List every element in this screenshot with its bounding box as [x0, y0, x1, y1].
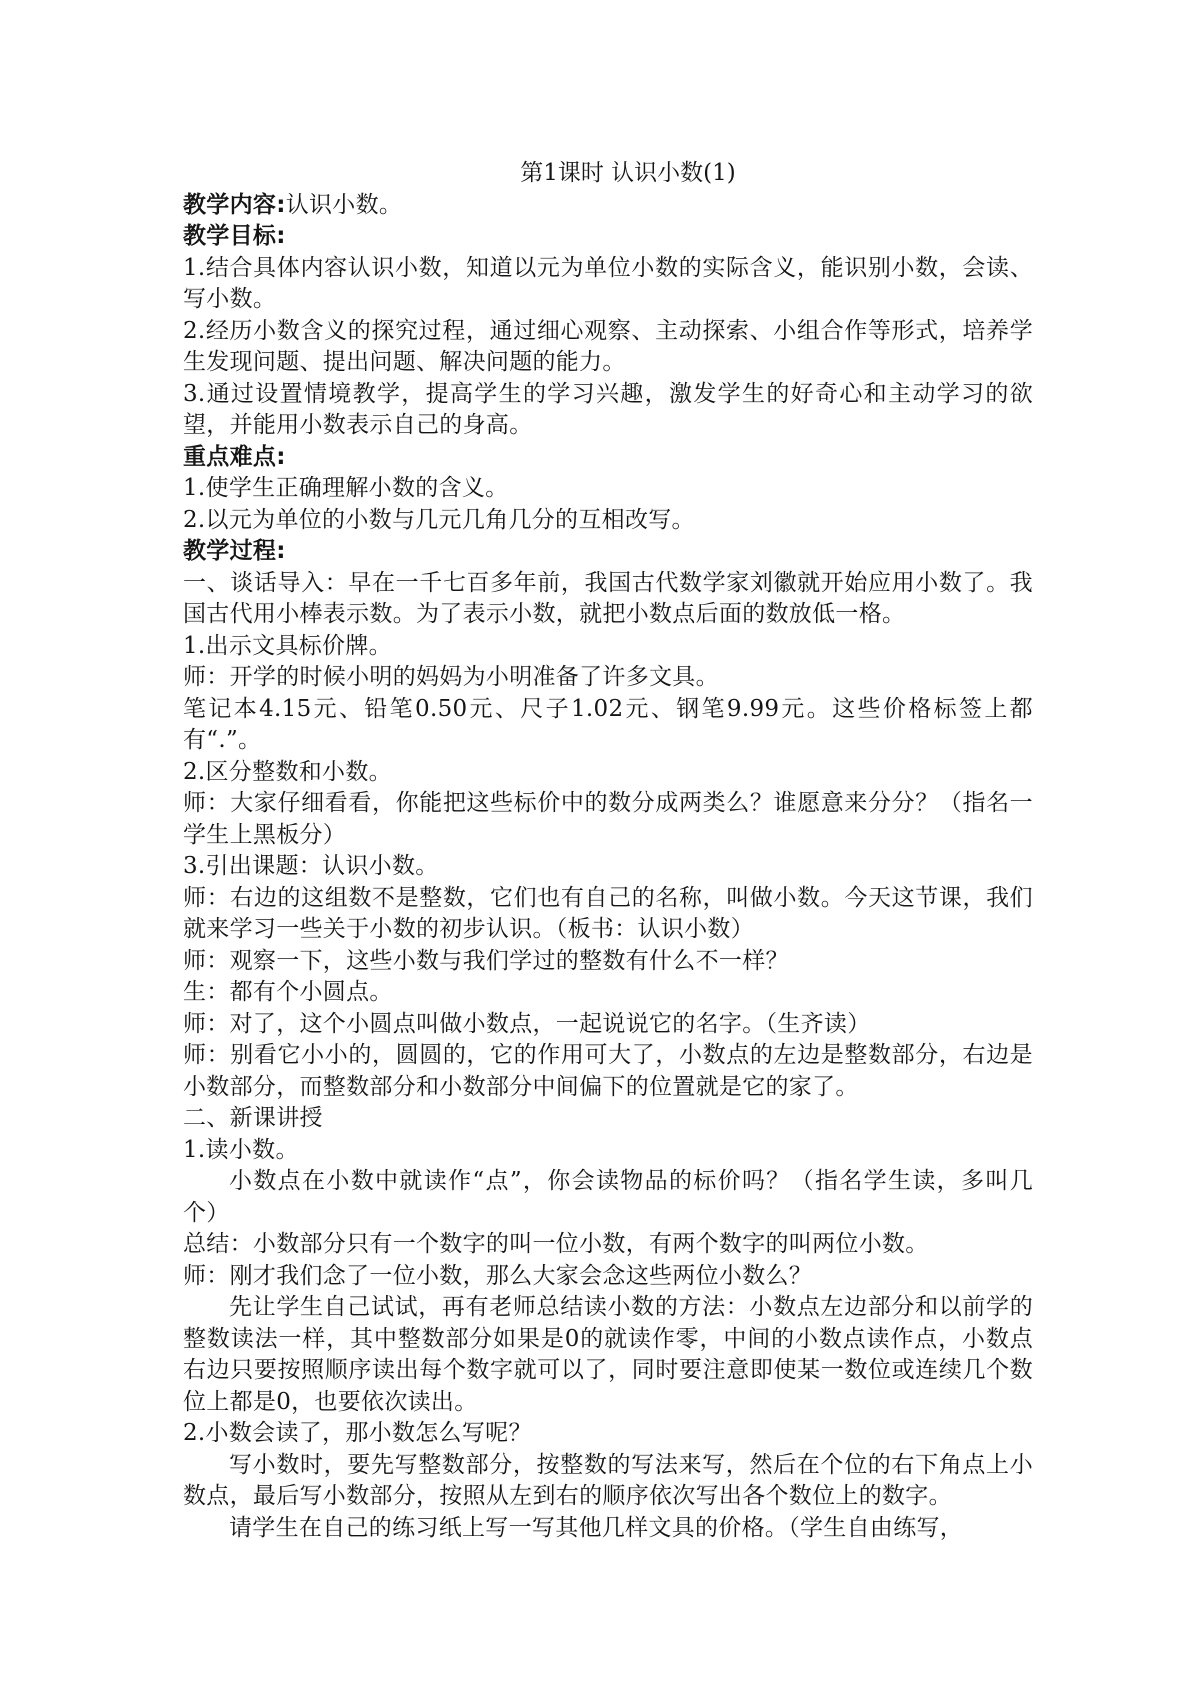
- writing-title: 2.小数会读了，那小数怎么写呢？: [183, 1420, 532, 1446]
- goals-heading: 教学目标:: [183, 223, 286, 249]
- key-points-heading: 重点难点:: [183, 443, 286, 470]
- goal-item: 3.通过设置情境教学，提高学生的学习兴趣，激发学生的好奇心和主动学习的欲望，并能用小数表示自己的身高。: [183, 380, 1033, 438]
- process-paragraph: 一、谈话导入：早在一千七百多年前，我国古代数学家刘徽就开始应用小数了。我国古代用小棒表示数。为了表示小数，就把小数点后面的数放低一格。: [183, 569, 1033, 627]
- key-point-item: 1.使学生正确理解小数的含义。: [183, 475, 509, 501]
- teaching-content: [183, 190, 1033, 222]
- goal-item: 1.结合具体内容认识小数，知道以元为单位小数的实际含义，能识别小数，会读、写小数。: [183, 254, 1033, 312]
- key-point-item: 2.以元为单位的小数与几元几角几分的互相改写。: [183, 506, 695, 533]
- reading-paragraph: 小数点在小数中就读作“点”，你会读物品的标价吗？（指名学生读，多叫几个）: [183, 1168, 1033, 1226]
- content-label: 教学内容:: [183, 191, 286, 218]
- writing-paragraph: 请学生在自己的练习纸上写一写其他几样文具的价格。（学生自由练写，: [229, 1514, 964, 1541]
- process-paragraph: 师：观察一下，这些小数与我们学过的整数有什么不一样？: [183, 947, 789, 974]
- process-paragraph: 师：大家仔细看看，你能把这些标价中的数分成两类么？谁愿意来分分？（指名一学生上黑板分）: [183, 790, 1033, 848]
- process-heading: 教学过程:: [183, 538, 286, 564]
- reading-paragraph: 先让学生自己试试，再有老师总结读小数的方法：小数点左边部分和以前学的整数读法一样，其中整数部分如果是0的就读作零，中间的小数点读作点，小数点右边只要按照顺序读出每个数字就可以了，同时要注意即使某一数位或连续几个数位上都是0，也要依次读出。: [183, 1294, 1033, 1415]
- goal-item: 2.经历小数含义的探究过程，通过细心观察、主动探索、小组合作等形式，培养学生发现问题、提出问题、解决问题的能力。: [183, 317, 1033, 375]
- content-value: 认识小数。: [285, 191, 403, 218]
- process-paragraph: 1.出示文具标价牌。: [183, 632, 392, 659]
- process-paragraph: 师：对了，这个小圆点叫做小数点，一起说说它的名字。（生齐读）: [183, 1010, 871, 1037]
- process-paragraph: 2.区分整数和小数。: [183, 758, 392, 785]
- process-paragraph: 笔记本4.15元、铅笔0.50元、尺子1.02元、钢笔9.99元。这些价格标签上都有“.”。: [183, 695, 1033, 753]
- lesson-title: 第1课时 认识小数(1): [520, 160, 736, 186]
- process-paragraph: 师：别看它小小的，圆圆的，它的作用可大了，小数点的左边是整数部分，右边是小数部分，而整数部分和小数部分中间偏下的位置就是它的家了。: [183, 1042, 1033, 1100]
- process-paragraph: 二、新课讲授: [183, 1105, 323, 1131]
- writing-paragraph: 写小数时，要先写整数部分，按整数的写法来写，然后在个位的右下角点上小数点，最后写小数部分，按照从左到右的顺序依次写出各个数位上的数字。: [183, 1451, 1033, 1509]
- reading-paragraph: 总结：小数部分只有一个数字的叫一位小数，有两个数字的叫两位小数。: [183, 1231, 929, 1257]
- reading-paragraph: 师：刚才我们念了一位小数，那么大家会念这些两位小数么？: [183, 1262, 813, 1289]
- process-paragraph: 1.读小数。: [183, 1136, 299, 1163]
- process-paragraph: 师：右边的这组数不是整数，它们也有自己的名称，叫做小数。今天这节课，我们就来学习一些关于小数的初步认识。（板书：认识小数）: [183, 884, 1033, 942]
- process-paragraph: 生：都有个小圆点。: [183, 979, 393, 1005]
- document-page: [183, 158, 1033, 1544]
- process-paragraph: 师：开学的时候小明的妈妈为小明准备了许多文具。: [183, 664, 719, 690]
- process-paragraph: 3.引出课题：认识小数。: [183, 853, 439, 879]
